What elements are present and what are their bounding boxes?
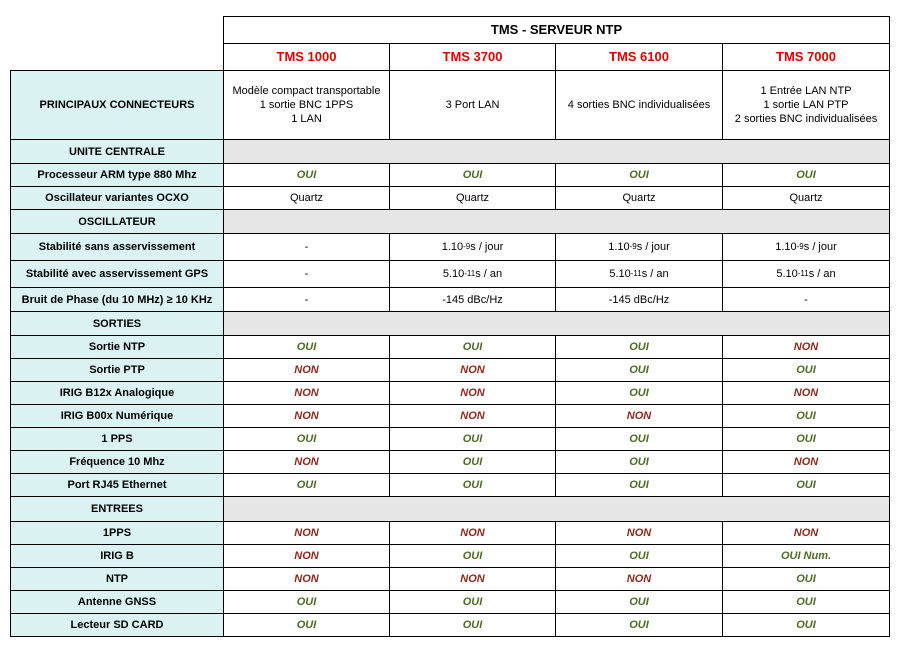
row-value: OUI <box>389 335 556 359</box>
row-value: OUI <box>223 590 390 614</box>
row-label: Oscillateur variantes OCXO <box>10 186 224 210</box>
row-label: 1 PPS <box>10 427 224 451</box>
row-value: 1.10 -9 s / jour <box>722 233 890 261</box>
row-label: NTP <box>10 567 224 591</box>
row-label: IRIG B <box>10 544 224 568</box>
row-value: NON <box>389 404 556 428</box>
row-value: Quartz <box>389 186 556 210</box>
connectors-value: 1 Entrée LAN NTP 1 sortie LAN PTP 2 sorties BNC individualisées <box>722 70 890 140</box>
row-value: OUI <box>555 544 723 568</box>
row-value: OUI <box>722 613 890 637</box>
row-value: OUI <box>555 163 723 187</box>
row-value: OUI <box>555 335 723 359</box>
section-fill <box>223 139 890 164</box>
row-label: Sortie PTP <box>10 358 224 382</box>
row-value: NON <box>389 521 556 545</box>
connectors-value: 3 Port LAN <box>389 70 556 140</box>
row-value: NON <box>223 544 390 568</box>
row-value: OUI <box>389 427 556 451</box>
row-value: 5.10 -11 s / an <box>389 260 556 288</box>
row-value: OUI <box>223 473 390 497</box>
row-value: -145 dBc/Hz <box>555 287 723 312</box>
model-header: TMS 7000 <box>722 43 890 71</box>
model-header: TMS 1000 <box>223 43 390 71</box>
row-value: NON <box>555 521 723 545</box>
row-value: 5.10 -11 s / an <box>555 260 723 288</box>
section-fill <box>223 209 890 234</box>
row-label: IRIG B00x Numérique <box>10 404 224 428</box>
row-value: Quartz <box>223 186 390 210</box>
row-value: NON <box>223 450 390 474</box>
row-value: NON <box>223 381 390 405</box>
row-value: OUI <box>722 427 890 451</box>
row-value: OUI <box>722 590 890 614</box>
row-label: Lecteur SD CARD <box>10 613 224 637</box>
row-value: NON <box>555 567 723 591</box>
row-label: 1PPS <box>10 521 224 545</box>
row-value: Quartz <box>555 186 723 210</box>
row-value: OUI <box>555 590 723 614</box>
row-value: OUI <box>555 427 723 451</box>
row-value: OUI <box>389 163 556 187</box>
row-value: OUI <box>223 427 390 451</box>
row-label: Stabilité sans asservissement <box>10 233 224 261</box>
row-value: NON <box>389 358 556 382</box>
row-value: - <box>223 260 390 288</box>
section-header: OSCILLATEUR <box>10 209 224 234</box>
row-value: NON <box>722 335 890 359</box>
row-value: 5.10 -11 s / an <box>722 260 890 288</box>
row-value: Quartz <box>722 186 890 210</box>
row-value: OUI <box>722 163 890 187</box>
row-label: Processeur ARM type 880 Mhz <box>10 163 224 187</box>
row-value: OUI Num. <box>722 544 890 568</box>
section-header: UNITE CENTRALE <box>10 139 224 164</box>
row-value: OUI <box>722 473 890 497</box>
row-value: NON <box>223 404 390 428</box>
row-value: 1.10 -9 s / jour <box>555 233 723 261</box>
row-value: OUI <box>555 473 723 497</box>
row-value: OUI <box>223 335 390 359</box>
row-value: OUI <box>389 613 556 637</box>
row-value: NON <box>722 381 890 405</box>
row-value: NON <box>223 358 390 382</box>
model-header: TMS 3700 <box>389 43 556 71</box>
row-value: OUI <box>555 613 723 637</box>
row-value: OUI <box>555 450 723 474</box>
connectors-label: PRINCIPAUX CONNECTEURS <box>10 70 224 140</box>
row-value: NON <box>722 521 890 545</box>
row-value: OUI <box>555 358 723 382</box>
section-fill <box>223 311 890 336</box>
row-value: OUI <box>555 381 723 405</box>
row-value: OUI <box>223 613 390 637</box>
table-title: TMS - SERVEUR NTP <box>223 16 890 44</box>
row-value: 1.10 -9 s / jour <box>389 233 556 261</box>
comparison-table <box>10 16 889 638</box>
row-label: Port RJ45 Ethernet <box>10 473 224 497</box>
row-value: NON <box>389 381 556 405</box>
row-value: -145 dBc/Hz <box>389 287 556 312</box>
row-label: Stabilité avec asservissement GPS <box>10 260 224 288</box>
row-value: OUI <box>722 358 890 382</box>
row-value: OUI <box>389 590 556 614</box>
section-fill <box>223 496 890 522</box>
row-value: NON <box>223 567 390 591</box>
row-value: OUI <box>223 163 390 187</box>
model-header: TMS 6100 <box>555 43 723 71</box>
row-value: NON <box>389 567 556 591</box>
row-value: NON <box>555 404 723 428</box>
section-header: SORTIES <box>10 311 224 336</box>
row-value: OUI <box>722 567 890 591</box>
row-value: NON <box>722 450 890 474</box>
row-value: OUI <box>389 473 556 497</box>
row-value: - <box>223 233 390 261</box>
row-value: - <box>223 287 390 312</box>
row-value: OUI <box>389 544 556 568</box>
row-value: OUI <box>389 450 556 474</box>
row-value: NON <box>223 521 390 545</box>
row-value: OUI <box>722 404 890 428</box>
row-label: Fréquence 10 Mhz <box>10 450 224 474</box>
connectors-value: 4 sorties BNC individualisées <box>555 70 723 140</box>
row-label: Bruit de Phase (du 10 MHz) ≥ 10 KHz <box>10 287 224 312</box>
row-label: IRIG B12x Analogique <box>10 381 224 405</box>
section-header: ENTREES <box>10 496 224 522</box>
row-value: - <box>722 287 890 312</box>
row-label: Sortie NTP <box>10 335 224 359</box>
connectors-value: Modèle compact transportable 1 sortie BNC 1PPS 1 LAN <box>223 70 390 140</box>
row-label: Antenne GNSS <box>10 590 224 614</box>
